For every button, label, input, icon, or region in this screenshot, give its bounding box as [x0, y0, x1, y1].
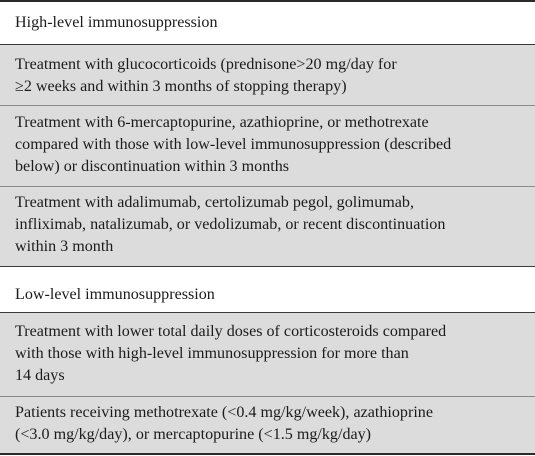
table-row: [0, 45, 535, 105]
table-row: [0, 187, 535, 266]
row-text-line: (<3.0 mg/kg/day), or mercaptopurine (<1.5 mg/kg/day): [15, 426, 372, 443]
table-bottom-rule: [0, 453, 535, 455]
row-text-line: within 3 month: [15, 238, 114, 255]
section-header-label: High-level immunosuppression: [15, 14, 218, 31]
row-text-line: ≥2 weeks and within 3 months of stopping therapy): [15, 78, 347, 95]
row-text-line: with those with high-level immunosuppression for more than: [15, 345, 409, 362]
row-text-line: 14 days: [15, 367, 65, 384]
row-text-line: Treatment with adalimumab, certolizumab pegol, golimumab,: [15, 194, 414, 211]
row-text-line: Treatment with glucocorticoids (prednisone>20 mg/day for: [15, 56, 397, 73]
table-row: [0, 397, 535, 453]
row-text-line: below) or discontinuation within 3 months: [15, 158, 290, 175]
row-text-line: Patients receiving methotrexate (<0.4 mg/kg/week), azathioprine: [15, 404, 433, 421]
row-text-line: compared with those with low-level immunosuppression (described: [15, 136, 452, 153]
row-text-line: Treatment with 6-mercaptopurine, azathioprine, or methotrexate: [15, 114, 429, 131]
table-row: [0, 313, 535, 396]
row-text-line: Treatment with lower total daily doses of corticosteroids compared: [15, 323, 447, 340]
section-header-high-level: [0, 2, 535, 44]
section-header-low-level: [0, 267, 535, 312]
row-text-line: infliximab, natalizumab, or vedolizumab, or recent discontinuation: [15, 216, 446, 233]
section-header-label: Low-level immunosuppression: [15, 286, 215, 303]
table-row: [0, 106, 535, 186]
